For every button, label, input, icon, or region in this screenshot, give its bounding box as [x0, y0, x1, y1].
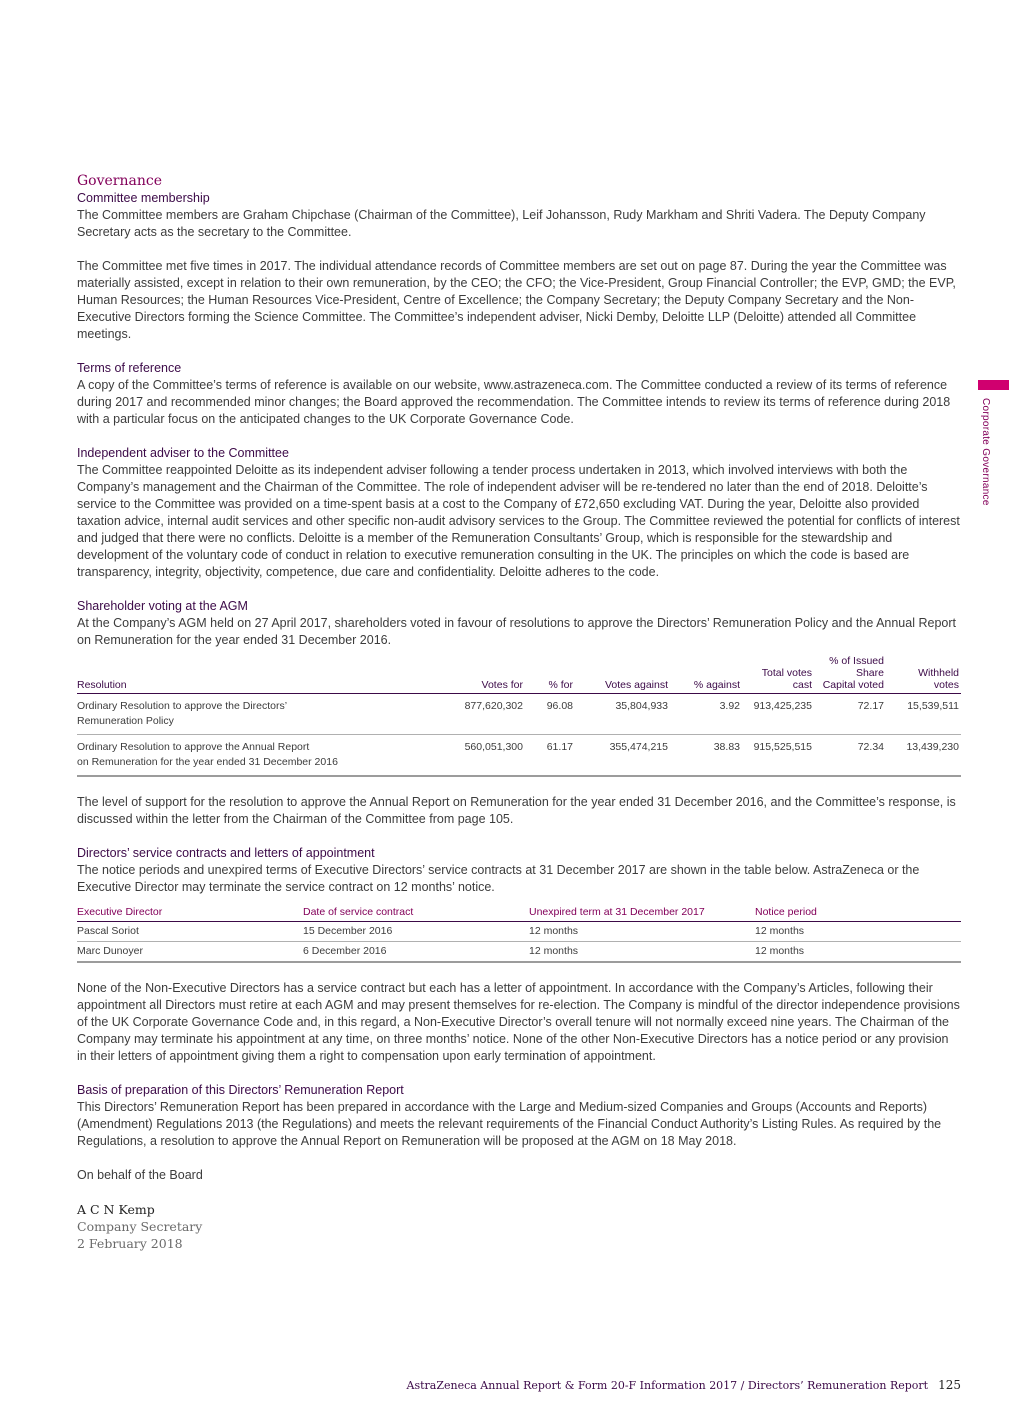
contracts-paragraph-1: The notice periods and unexpired terms of Executive Directors’ service contracts at 31 December 2017 are shown in the table below. AstraZeneca or the Executive Director may terminate the service contract on 12 months’ notice. [77, 863, 920, 894]
cell-withheld: 13,439,230 [906, 741, 959, 753]
contracts-heading: Directors’ service contracts and letters of appointment [77, 846, 375, 860]
adviser-heading: Independent adviser to the Committee [77, 446, 289, 460]
col-withheld: Withheld votes [918, 667, 959, 691]
cell-pct-against: 3.92 [719, 700, 740, 712]
cell-pct-for: 96.08 [546, 700, 573, 712]
main-content [77, 173, 961, 1252]
page-footer [407, 1378, 961, 1392]
voting-table [77, 655, 961, 777]
cell-resolution: Ordinary Resolution to approve the Annual Report on Remuneration for the year ended 31 December 2016 [77, 741, 338, 768]
cell-pct-for: 61.17 [546, 741, 573, 753]
signatory-role: Company Secretary [77, 1219, 203, 1234]
cell-votes-for: 877,620,302 [464, 700, 523, 712]
col-votes-for: Votes for [481, 679, 523, 691]
signature-block [77, 1201, 961, 1252]
cell-unexpired-term: 12 months [529, 945, 579, 957]
col-unexpired-term: Unexpired term at 31 December 2017 [529, 906, 705, 918]
committee-paragraph-2: The Committee met five times in 2017. The individual attendance records of Committee members are set out on page 87. During the year the Committee was materially assisted, except in relation to their own remuneration, by the CEO; the CFO; the Vice-President, Group Financial Controller; the EVP, GMD; the EVP, Human Resources; the Human Resources Vice-President, Centre of Excellence; the Company Secretary; the Deputy Company Secretary and the Non-Executive Directors forming the Science Committee. The Committee’s independent adviser, Nicki Demby, Deloitte LLP (Deloitte) attended all Committee meetings. [77, 259, 956, 341]
signoff-line: On behalf of the Board [77, 1168, 203, 1182]
col-votes-against: Votes against [604, 679, 668, 691]
col-issued-share: % of Issued Share Capital voted [822, 655, 884, 691]
signatory-name: A C N Kemp [77, 1202, 155, 1217]
cell-director: Pascal Soriot [77, 925, 139, 937]
table-row [77, 942, 961, 963]
cell-pct-against: 38.83 [713, 741, 740, 753]
col-contract-date: Date of service contract [303, 906, 414, 918]
table-row [77, 922, 961, 942]
side-section-label: Corporate Governance [980, 398, 991, 506]
terms-heading: Terms of reference [77, 361, 182, 375]
contracts-table-header [77, 906, 961, 922]
cell-votes-for: 560,051,300 [464, 741, 523, 753]
contracts-paragraph-2: None of the Non-Executive Directors has a service contract but each has a letter of appointment. In accordance with the Company’s Articles, following their appointment all Directors must retire at each AGM and may present themselves for re-election. The Company is mindful of the director independence provisions of the UK Corporate Governance Code and, in this regard, a Non-Executive Director’s overall tenure will not normally exceed nine years. The Chairman of the Company may terminate his appointment at any time, on three months’ notice. None of the other Non-Executive Directors has a notice period or any provision in their letters of appointment giving them a right to compensation upon early termination of appointment. [77, 981, 960, 1063]
col-pct-against: % against [693, 679, 740, 691]
table-row [77, 735, 961, 777]
col-notice-period: Notice period [755, 906, 817, 918]
cell-contract-date: 6 December 2016 [303, 945, 387, 957]
section-tab [978, 380, 1009, 390]
col-executive-director: Executive Director [77, 906, 163, 918]
page-number: 125 [938, 1378, 961, 1392]
cell-total-votes: 915,525,515 [753, 741, 812, 753]
voting-paragraph-2: The level of support for the resolution to approve the Annual Report on Remuneration for the year ended 31 December 2016, and the Committee’s response, is discussed within the letter from the Chairman of the Committee from page 105. [77, 795, 956, 826]
voting-paragraph-1: At the Company’s AGM held on 27 April 2017, shareholders voted in favour of resolutions to approve the Directors’ Remuneration Policy and the Annual Report on Remuneration for the year ended 31 December 2016. [77, 616, 956, 647]
cell-notice-period: 12 months [755, 925, 805, 937]
voting-heading: Shareholder voting at the AGM [77, 599, 248, 613]
committee-heading: Committee membership [77, 191, 210, 205]
cell-total-votes: 913,425,235 [753, 700, 812, 712]
basis-heading: Basis of preparation of this Directors’ Remuneration Report [77, 1083, 404, 1097]
footer-text: AstraZeneca Annual Report & Form 20-F Information 2017 / Directors’ Remuneration Report [406, 1379, 929, 1392]
cell-notice-period: 12 months [755, 945, 805, 957]
signoff-date: 2 February 2018 [77, 1236, 183, 1251]
contracts-table [77, 906, 961, 963]
cell-unexpired-term: 12 months [529, 925, 579, 937]
terms-paragraph: A copy of the Committee’s terms of reference is available on our website, www.astrazeneca.com. The Committee conducted a review of its terms of reference during 2017 and recommended minor changes; the Board approved the recommendation. The Committee intends to review its terms of reference during 2018 with a particular focus on the anticipated changes to the UK Corporate Governance Code. [77, 378, 951, 426]
col-total-votes: Total votes cast [761, 667, 812, 691]
cell-contract-date: 15 December 2016 [303, 925, 393, 937]
col-pct-for: % for [548, 679, 573, 691]
cell-issued-share: 72.17 [857, 700, 884, 712]
cell-resolution: Ordinary Resolution to approve the Directors’ Remuneration Policy [77, 700, 288, 727]
cell-withheld: 15,539,511 [907, 700, 959, 712]
cell-votes-against: 355,474,215 [609, 741, 668, 753]
table-row [77, 694, 961, 735]
col-resolution: Resolution [77, 679, 127, 691]
voting-table-header [77, 655, 961, 694]
section-title: Governance [77, 173, 163, 189]
cell-issued-share: 72.34 [857, 741, 884, 753]
cell-votes-against: 35,804,933 [615, 700, 668, 712]
basis-paragraph: This Directors’ Remuneration Report has been prepared in accordance with the Large and Medium-sized Companies and Groups (Accounts and Reports) (Amendment) Regulations 2013 (the Regulations) and meets the relevant requirements of the Financial Conduct Authority’s Listing Rules. As required by the Regulations, a resolution to approve the Annual Report on Remuneration will be proposed at the AGM on 18 May 2018. [77, 1100, 942, 1148]
cell-director: Marc Dunoyer [77, 945, 143, 957]
adviser-paragraph: The Committee reappointed Deloitte as its independent adviser following a tender process undertaken in 2013, which involved interviews with both the Company’s management and the Chairman of the Committee. The role of independent adviser will be re-tendered no later than the end of 2018. Deloitte’s service to the Committee was provided on a time-spent basis at a cost to the Company of £72,650 excluding VAT. During the year, Deloitte also provided taxation advice, internal audit services and other specific non-audit advisory services to the Group. The Committee reviewed the potential for conflicts of interest and judged that there were no conflicts. Deloitte is a member of the Remuneration Consultants’ Group, which is responsible for the stewardship and development of the voluntary code of conduct in relation to executive remuneration consulting in the UK. The principles on which the code is based are transparency, integrity, objectivity, competence, due care and confidentiality. Deloitte adheres to the code. [77, 463, 960, 579]
committee-paragraph-1: The Committee members are Graham Chipchase (Chairman of the Committee), Leif Johansson, Rudy Markham and Shriti Vadera. The Deputy Company Secretary acts as the secretary to the Committee. [77, 208, 926, 239]
